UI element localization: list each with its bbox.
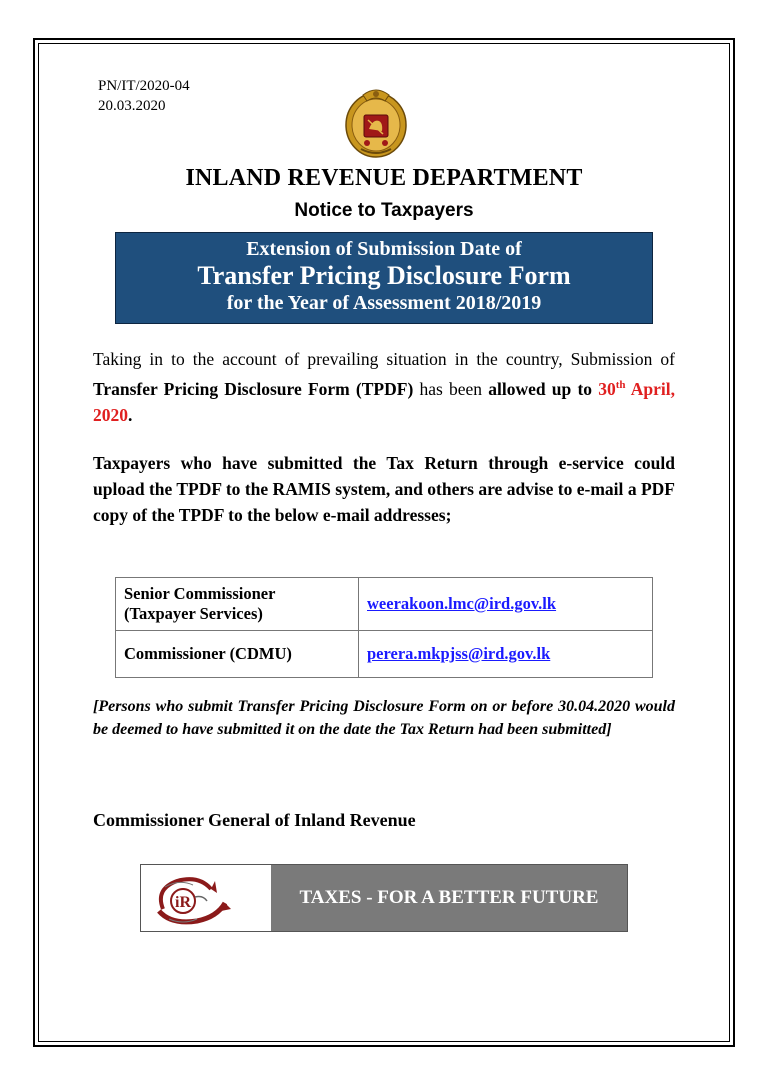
contact-email-cell <box>359 578 653 631</box>
extension-paragraph <box>93 346 675 428</box>
banner-line-3: for the Year of Assessment 2018/2019 <box>226 292 542 314</box>
department-title: INLAND REVENUE DEPARTMENT <box>185 165 583 191</box>
contacts-table <box>115 577 653 678</box>
deadline-rest: April, 2020 <box>93 378 675 425</box>
form-name: Transfer Pricing Disclosure Form (TPDF) <box>93 378 414 399</box>
footer-slogan-box <box>140 864 628 932</box>
signoff: Commissioner General of Inland Revenue <box>93 810 416 830</box>
paragraph1-text-a: Taking in to the account of prevailing situation in the country, Submission of <box>93 349 675 369</box>
ird-logo <box>141 865 271 931</box>
email-link-senior-commissioner[interactable]: weerakoon.lmc@ird.gov.lk <box>367 594 557 613</box>
slogan-text: TAXES - FOR A BETTER FUTURE <box>271 865 627 931</box>
title-banner <box>115 232 653 324</box>
reference-block <box>98 76 190 116</box>
table-row <box>116 578 653 631</box>
notice-subtitle: Notice to Taxpayers <box>294 200 474 221</box>
contact-role <box>116 631 359 678</box>
paragraph1-end: . <box>128 404 133 425</box>
table-row <box>116 631 653 678</box>
banner-line-1: Extension of Submission Date of <box>246 238 522 260</box>
instructions-paragraph: Taxpayers who have submitted the Tax Return through e-service could upload the TPDF to the RAMIS system, and others are advise to e-mail a PDF copy of the TPDF to the below e-mail addresses; <box>93 453 675 525</box>
contact-role-line: Senior Commissioner <box>124 584 276 603</box>
ird-logo-icon <box>141 865 271 931</box>
deadline-suffix: th <box>615 379 626 391</box>
paragraph1-text-b: has been <box>413 378 489 399</box>
allowed-text: allowed up to <box>488 378 599 399</box>
deadline-day: 30 <box>598 378 616 399</box>
deemed-submission-note: [Persons who submit Transfer Pricing Disclosure Form on or before 30.04.2020 would be deemed to have submitted it on the date the Tax Return had been submitted] <box>93 698 675 738</box>
contact-email-cell <box>359 631 653 678</box>
contact-role <box>116 578 359 631</box>
national-emblem-icon <box>343 87 409 159</box>
reference-code: PN/IT/2020-04 <box>98 78 190 94</box>
contact-role-line: (Taxpayer Services) <box>124 604 263 623</box>
reference-date: 20.03.2020 <box>98 98 166 114</box>
banner-line-2: Transfer Pricing Disclosure Form <box>197 261 571 290</box>
svg-text:iR: iR <box>175 894 191 911</box>
contact-role-line: Commissioner (CDMU) <box>124 644 292 663</box>
email-link-commissioner-cdmu[interactable]: perera.mkpjss@ird.gov.lk <box>367 644 551 663</box>
